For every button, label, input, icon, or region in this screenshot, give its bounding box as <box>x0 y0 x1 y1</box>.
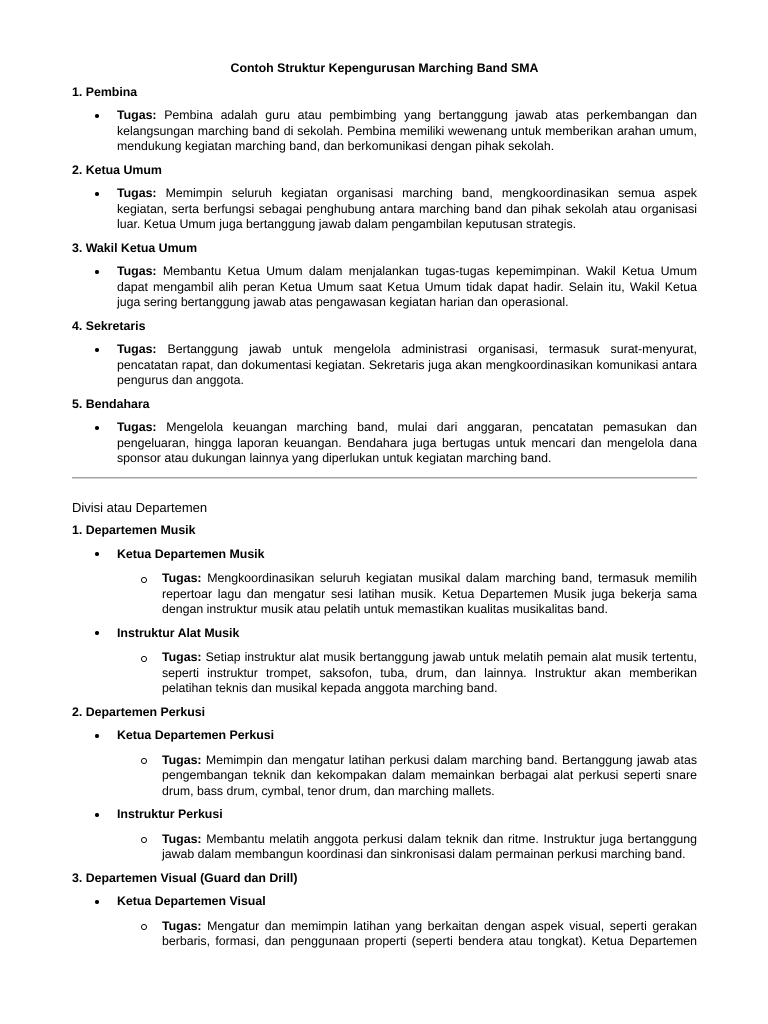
section-heading: 2. Departemen Perkusi <box>72 704 206 719</box>
bullet-item <box>117 186 697 233</box>
bullet-icon <box>95 631 99 635</box>
bullet-icon <box>95 552 99 556</box>
sub-bullet-item <box>162 753 697 800</box>
role-name: Ketua Departemen Visual <box>117 894 266 908</box>
role-name: Instruktur Alat Musik <box>117 625 240 640</box>
tugas-label: Tugas: <box>162 918 202 933</box>
sub-bullet-icon <box>141 758 147 764</box>
bullet-icon <box>95 734 99 738</box>
section-departemen-musik <box>72 523 697 697</box>
role-item <box>117 547 697 618</box>
sub-bullet-icon <box>141 924 147 930</box>
sub-bullet-list <box>117 919 697 950</box>
section-departemen-visual <box>72 871 697 950</box>
bullet-list <box>72 186 697 233</box>
tugas-text: Membantu melatih anggota perkusi dalam teknik dan ritme. Instruktur juga bertanggung jawab dalam membangun koordinasi dan sinkronisasi dalam permainan perkusi marching band. <box>162 831 697 861</box>
bullet-icon <box>95 114 99 118</box>
role-title <box>117 626 697 642</box>
bullet-icon <box>95 813 99 817</box>
section-bendahara <box>72 397 697 467</box>
section-departemen-perkusi <box>72 705 697 863</box>
role-item <box>117 626 697 697</box>
tugas-label: Tugas: <box>162 752 202 767</box>
section-ketua-umum <box>72 163 697 233</box>
sub-bullet-item <box>162 832 697 863</box>
role-title <box>117 547 697 563</box>
tugas-label: Tugas: <box>117 186 157 200</box>
tugas-text: Membantu Ketua Umum dalam menjalankan tugas-tugas kepemimpinan. Wakil Ketua Umum dapat mengambil alih peran Ketua Umum saat Ketua Umum tidak dapat hadir. Selain itu, Wakil Ketua juga sering bertanggung jawab atas pengawasan kegiatan harian dan operasional. <box>117 264 697 309</box>
section-heading: 2. Ketua Umum <box>72 162 162 177</box>
divisi-heading: Divisi atau Departemen <box>72 499 208 515</box>
bullet-icon <box>95 192 99 196</box>
sub-bullet-icon <box>141 837 147 843</box>
sub-bullet-list <box>117 650 697 697</box>
sub-bullet-item <box>162 919 697 950</box>
tugas-label: Tugas: <box>162 571 202 585</box>
tugas-label: Tugas: <box>117 342 157 356</box>
sub-bullet-icon <box>141 656 147 662</box>
tugas-text: Bertanggung jawab untuk mengelola administrasi organisasi, termasuk surat-menyurat, pencatatan rapat, dan dokumentasi kegiatan. Sekretaris juga akan mengkoordinasikan komunikasi antara pengurus dan anggota. <box>117 342 697 387</box>
role-name: Instruktur Perkusi <box>117 807 223 821</box>
sub-bullet-list <box>117 753 697 800</box>
sub-bullet-list <box>117 571 697 618</box>
bullet-list <box>72 420 697 467</box>
role-list <box>72 894 697 950</box>
bullet-item <box>117 420 697 467</box>
role-name: Ketua Departemen Musik <box>117 546 265 561</box>
bullet-list <box>72 342 697 389</box>
bullet-icon <box>95 426 99 430</box>
role-item <box>117 807 697 863</box>
document-title: Contoh Struktur Kepengurusan Marching Band SMA <box>230 61 539 75</box>
bullet-item <box>117 264 697 311</box>
tugas-text: Memimpin seluruh kegiatan organisasi marching band, mengkoordinasikan semua aspek kegiatan, serta berfungsi sebagai penghubung antara marching band dan pihak sekolah atau organisasi luar. Ketua Umum juga bertanggung jawab dalam pengambilan keputusan strategis. <box>117 186 697 231</box>
bullet-item <box>117 108 697 155</box>
bullet-list <box>72 108 697 155</box>
role-name: Ketua Departemen Perkusi <box>117 728 275 742</box>
tugas-label: Tugas: <box>162 831 202 846</box>
bullet-icon <box>95 348 99 352</box>
section-sekretaris <box>72 319 697 389</box>
sub-bullet-list <box>117 832 697 863</box>
tugas-text: Mengkoordinasikan seluruh kegiatan musikal dalam marching band, termasuk memilih repertoar lagu dan mengatur sesi latihan musik. Ketua Departemen Musik juga bekerja sama dengan instruktur musik atau pelatih untuk memastikan kualitas musikalitas band. <box>162 571 697 616</box>
bullet-icon <box>95 900 99 904</box>
section-wakil-ketua-umum <box>72 241 697 311</box>
bullet-list <box>72 264 697 311</box>
role-title <box>117 807 697 823</box>
tugas-label: Tugas: <box>117 108 157 122</box>
section-heading: 3. Wakil Ketua Umum <box>72 240 198 255</box>
tugas-text: Memimpin dan mengatur latihan perkusi dalam marching band. Bertanggung jawab atas pengembangan teknik dan kekompakan dalam memainkan berbagai alat perkusi seperti snare drum, bass drum, cymbal, tenor drum, dan marching mallets. <box>162 752 697 798</box>
tugas-text: Mengatur dan memimpin latihan yang berkaitan dengan aspek visual, seperti gerakan berbaris, formasi, dan penggunaan properti (seperti bendera atau tongkat). Ketua Departemen <box>162 918 697 948</box>
sub-bullet-icon <box>141 577 147 583</box>
section-heading: 4. Sekretaris <box>72 318 146 333</box>
role-list <box>72 728 697 863</box>
tugas-label: Tugas: <box>162 650 202 664</box>
tugas-label: Tugas: <box>117 264 157 278</box>
role-item <box>117 894 697 950</box>
sub-bullet-item <box>162 571 697 618</box>
tugas-text: Pembina adalah guru atau pembimbing yang bertanggung jawab atas perkembangan dan kelangsungan marching band di sekolah. Pembina memiliki wewenang untuk memberikan arahan umum, mendukung kegiatan marching band, dan berkomunikasi dengan pihak sekolah. <box>117 108 698 153</box>
tugas-text: Setiap instruktur alat musik bertanggung jawab untuk melatih pemain alat musik tertentu, seperti instruktur trompet, saksofon, tuba, drum, dan lainnya. Instruktur akan memberikan pelatihan teknis dan musikal kepada anggota marching band. <box>162 650 697 695</box>
tugas-label: Tugas: <box>117 420 157 434</box>
tugas-text: Mengelola keuangan marching band, mulai dari anggaran, pencatatan pemasukan dan pengeluaran, hingga laporan keuangan. Bendahara juga bertugas untuk mencari dan mengelola dana sponsor atau dukungan lainnya yang diperlukan untuk kegiatan marching band. <box>117 420 697 465</box>
section-pembina <box>72 85 697 155</box>
section-heading: 1. Departemen Musik <box>72 523 196 537</box>
bullet-item <box>117 342 697 389</box>
role-title <box>117 728 697 744</box>
sub-bullet-item <box>162 650 697 697</box>
bullet-icon <box>95 270 99 274</box>
horizontal-divider <box>72 477 697 479</box>
section-heading: 1. Pembina <box>72 84 138 99</box>
role-title <box>117 894 697 910</box>
section-heading: 3. Departemen Visual (Guard dan Drill) <box>72 870 298 885</box>
role-list <box>72 547 697 697</box>
section-heading: 5. Bendahara <box>72 396 150 411</box>
role-item <box>117 728 697 799</box>
